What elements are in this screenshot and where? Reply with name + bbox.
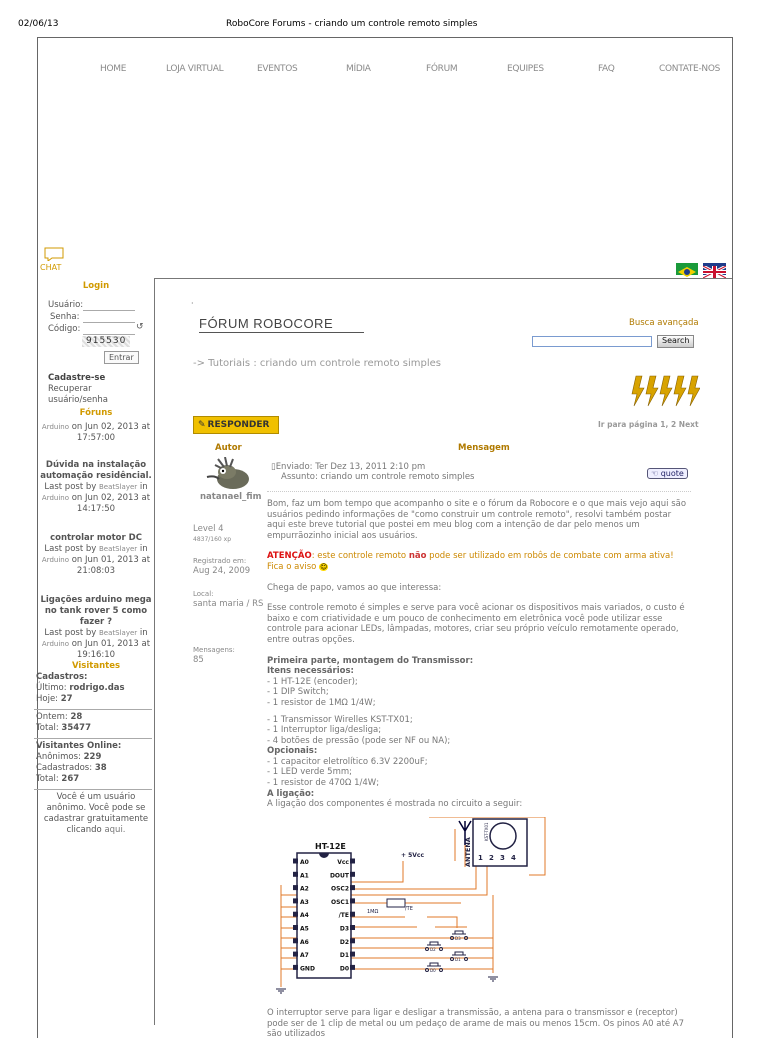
vcc-label: + 5Vcc [401,852,425,859]
hoje-value: 27 [60,694,73,704]
cadastre-link[interactable]: Cadastre-se [48,373,106,383]
chip-left-pin-label: A2 [300,885,309,893]
captcha-image: 915530 [82,336,130,347]
chip-right-pin-label: D2 [339,938,349,946]
forum-panel: · FÓRUM ROBOCORE Busca avançada Search -> Tutoriais : criando um controle remoto simples ✎ RESPONDER Ir para página 1, 2 Next Autor Mensagem natanael_fim Level 4 4837/160 xp Registrado em: Aug 24, 2009 Local: santa maria / RS Mensagens: 85 ▯Enviado: Ter Dez 13, 2011 2:10 pm Assunto: criando um controle remoto simples ☜ quote Bom, faz um bom tempo que acompanho o site e o fórum da Robocore e o que mais vejo aqui são usuários pedindo informações de "como construir um controle remoto", resolvi também postar aqui este breve tutorial que postei em meu blog com a intenção de dar pelo menos um empurrãozinho inicial aos usuários. ATENÇÃO: este controle remoto não pode ser utilizado em robôs de combate com arma ativa! Fica o aviso ☺ Chega de papo, vamos ao que interessa: Esse controle remoto é simples e serve para você acionar os dispositivos mais variados, o custo é baixo e com criatividade e um pouco de conhecimento em eletrônica você pode utilizar esse controle para acionar LEDs, lâmpadas, motores, criar seu próprio veículo remotamente operado, entre outras opções. Primeira parte, montagem do Transmissor: Itens necessários: - 1 HT-12E (encoder); - 1 DIP Switch; - 1 resistor de 1MΩ 1/4W; - 1 Transmissor Wirelles KST-TX01; - 1 Interruptor liga/desliga; - 4 botões de pressão (pode ser NF ou NA); Opcionais: - 1 capacitor eletrolítico 6.3V 2200uF; - 1 LED verde 5mm; - 1 resistor de 470Ω 1/4W; A ligação: A ligação dos componentes é mostrada no circuito a seguir: KST-TX01 ANTENA 1 2 3 4 + 5Vcc HT-12E A0 A1 A2 A3 A4 A5 A6 A7 GND Vcc DOUT OSC2 OSC1 /TE D3 D2 D1 D0 1MΩ /TE D3 D2 D1 D0 O interruptor serve para ligar e desligar a transmissão, a antena para o transmissor e (receptor) pode ser de 1 clip de metal ou um pedaço de arame de mais ou menos 15cm. Os pinos A0 até A7 são utilizados [154,278,732,1025]
chip-pin-a5 [293,925,298,930]
chip-pin-d3 [350,925,355,930]
antena-label: ANTENA [464,837,472,867]
search-button[interactable]: Search [657,335,694,348]
chip-right-pin-label: DOUT [329,872,349,880]
recent-post-0[interactable]: Arduino on Jun 02, 2013 at 17:57:00 [41,422,151,443]
chip-right-pin-label: OSC2 [331,885,349,893]
cad-value: 38 [94,763,107,773]
chip-left-pin-label: A7 [300,952,309,960]
author-level: Level 4 [193,524,224,534]
registrado-label: Registrado em: [193,557,247,565]
col-mensagem: Mensagem [458,443,510,453]
chip-left-pin-label: A1 [300,872,309,880]
avatar [205,457,255,495]
nav-faq[interactable]: FAQ [598,64,615,74]
te-label: /TE [405,906,413,912]
post-p3: Chega de papo, vamos ao que interessa: [267,582,442,593]
nav-home[interactable]: HOME [100,64,127,74]
nav-eventos[interactable]: EVENTOS [257,64,298,74]
aqui-link[interactable]: aqui. [104,825,126,835]
chip-pin-a1 [293,872,298,877]
chat-label: CHAT [40,263,62,272]
total-value: 35477 [61,723,91,733]
post-body [267,499,691,810]
chip-pin-gnd [293,965,298,970]
codigo-label: Código: [48,324,81,334]
sidebar: Login Usuário: Senha: Código: ↺ 915530 Entrar Cadastre-se Recuperar usuário/senha Fóruns Arduino on Jun 02, 2013 at 17:57:00 Dúvida na instalação automação residêncial. Last post by BeatSlayer in Arduino on Jun 02, 2013 at 14:17:50 controlar motor DC Last post by BeatSlayer in Arduino on Jun 01, 2013 at 21:08:03 Ligações arduino mega no tank rover 5 como fazer ? Last post by BeatSlayer in Arduino on Jun 01, 2013 at 19:16:10 Visitantes Cadastros: Último: rodrigo.das Hoje: 27 Ontem: 28 Total: 35477 Visitantes Online: Anônimos: 229 Cadastrados: 38 Total: 267 Você é um usuário anônimo. Você pode se cadastrar gratuitamente clicando aqui. [38,281,154,836]
refresh-icon[interactable]: ↺ [136,322,144,332]
nav-equipes[interactable]: EQUIPES [507,64,544,74]
post-bottom-text: O interruptor serve para ligar e desligar a transmissão, a antena para o transmissor e (receptor) pode ser de 1 clip de metal ou um pedaço de arame de mais ou menos 15cm. Os pinos A0 até A7 são utilizados [267,1008,684,1040]
ontem-value: 28 [70,712,83,722]
chip-pin-a4 [293,912,298,917]
reply-icon: ✎ [198,420,206,430]
forum-logo[interactable]: FÓRUM ROBOCORE [199,316,334,331]
ligacao-text: A ligação dos componentes é mostrada no circuito a seguir: [267,799,523,810]
chip-pin-osc1 [350,898,355,903]
total2-value: 267 [61,774,80,784]
page-nav[interactable]: Ir para página 1, 2 Next [598,420,699,429]
recent-post-2[interactable]: controlar motor DC Last post by BeatSlayer in Arduino on Jun 01, 2013 at 21:08:03 [41,533,151,576]
tx-pin-4: 4 [511,854,516,862]
mensagens-value: 85 [193,655,204,665]
chip-right-pin-label: Vcc [337,859,349,866]
chip-left-pin-label: A3 [300,898,309,906]
visitantes-title: Visitantes [71,661,121,671]
author-name[interactable]: natanael_fim [200,492,262,502]
circuit-diagram [267,817,557,1003]
smiley-icon: ☺ [320,562,328,571]
chip-right-pin-label: D0 [339,965,349,973]
chip-left-pin-label: GND [300,965,315,973]
push-button-d1-icon [451,952,468,962]
push-button-label: D3 [455,936,461,941]
local-value: santa maria / RS [193,599,264,609]
push-button-label: D1 [455,957,461,962]
flag-uk-icon[interactable] [703,263,726,275]
senha-label: Senha: [50,312,80,322]
tx-pin-1: 1 [478,854,483,862]
opcionais-list: - 1 capacitor eletrolítico 6.3V 2200uF; - 1 LED verde 5mm; - 1 resistor de 470Ω 1/4W; [267,756,428,789]
chip-pin-d2 [350,938,355,943]
post-p4: Esse controle remoto é simples e serve para você acionar os dispositivos mais variados, o custo é baixo e com criatividade e um pouco de conhecimento em eletrônica você pode utilizar esse controle para acionar LEDs, lâmpadas, motores, criar seu próprio veículo remotamente operado, entre outras opções. [267,603,685,645]
print-date: 02/06/13 [18,19,59,29]
h-itens: Itens necessários: [267,666,354,677]
tx-pin-2: 2 [489,854,494,862]
chip-right-pin-label: OSC1 [331,898,349,906]
push-button-d2-icon [426,942,443,952]
nav-loja[interactable]: LOJA VIRTUAL [166,64,224,74]
chip-label: HT-12E [315,842,346,851]
login-title: Login [82,281,110,291]
quote-icon: ☜ [651,469,659,478]
quote-button[interactable]: ☜ quote [647,468,688,479]
nav-forum[interactable]: FÓRUM [426,64,458,74]
chip-pin-d0 [350,965,355,970]
cadastros-label: Cadastros: [36,672,88,682]
post-assunto: Assunto: criando um controle remoto simples [281,472,475,482]
registrado-value: Aug 24, 2009 [193,566,251,576]
anon-message: Você é um usuário anônimo. Você pode se cadastrar gratuitamente clicando aqui. [43,792,149,835]
rank-badges-icon [630,375,700,411]
chip-left-pin-label: A5 [300,925,309,933]
mensagens-label: Mensagens: [193,646,235,654]
post-enviado: Enviado: Ter Dez 13, 2011 2:10 pm [275,462,426,472]
recent-post-3[interactable]: Ligações arduino mega no tank rover 5 como fazer ? Last post by BeatSlayer in Arduino on Jun 01, 2013 at 19:16:10 [40,595,152,660]
recent-post-1[interactable]: Dúvida na instalação automação residêncial. Last post by BeatSlayer in Arduino on Jun 02, 2013 at 14:17:50 [40,460,152,514]
chip-right-pin-label: D1 [339,952,349,960]
senha-input[interactable] [83,314,135,323]
chip-pin-a7 [293,952,298,957]
codigo-input[interactable] [83,326,135,335]
author-xp: 4837/160 xp [193,536,232,543]
post-p1: Bom, faz um bom tempo que acompanho o site e o fórum da Robocore e o que mais vejo aqui são usuários pedindo informações de "como construir um controle remoto", resolvi também postar aqui este breve tutorial que postei em meu blog com a intenção de dar pelo menos um empurrãozinho inicial aos usuários. [267,499,687,541]
chat-icon [40,247,68,261]
busca-avancada-link[interactable]: Busca avançada [629,318,699,328]
chip-pin-vcc [350,859,355,864]
h-ligacao: A ligação: [267,788,315,799]
print-title: RoboCore Forums - criando um controle remoto simples [226,19,478,29]
itens-list: - 1 HT-12E (encoder); - 1 DIP Switch; - 1 resistor de 1MΩ 1/4W; - 1 Transmissor Wirelles KST-TX01; - 1 Interruptor liga/desliga; - 4 botões de pressão (pode ser NF ou NA); [267,676,451,746]
chip-pin-d1 [350,952,355,957]
chip-pin-a2 [293,885,298,890]
nav-midia[interactable]: MÍDIA [346,64,371,74]
chip-right-pin-label: D3 [339,925,349,933]
h-parte: Primeira parte, montagem do Transmissor: [267,655,474,666]
usuario-input[interactable] [83,302,135,311]
tx-pin-3: 3 [500,854,505,862]
local-label: Local: [193,590,214,598]
responder-button[interactable]: ✎ RESPONDER [193,416,279,434]
chip-right-pin-label: /TE [338,912,349,920]
push-button-label: D2 [430,947,436,952]
chip-left-pin-label: A6 [300,938,309,946]
chip-left-pin-label: A4 [300,912,309,920]
foruns-title: Fóruns [79,408,113,418]
nav-contate[interactable]: CONTATE-NOS [659,64,721,74]
post-header [271,462,474,482]
breadcrumb[interactable]: -> Tutoriais : criando um controle remoto simples [193,358,441,369]
push-button-label: D0 [430,968,436,973]
search-input[interactable] [532,336,652,347]
chip-pin-osc2 [350,885,355,890]
h-opcionais: Opcionais: [267,746,318,757]
svg-text:KST-TX01: KST-TX01 [484,822,489,841]
anon-value: 229 [83,752,102,762]
recuperar-link[interactable]: Recuperar usuário/senha [48,384,108,405]
push-button-d0-icon [426,963,443,973]
flag-brazil-icon[interactable] [676,263,698,275]
chip-pin-te [350,912,355,917]
chip-pin-a0 [293,859,298,864]
push-button-d3-icon [451,931,468,941]
chip-left-pin-label: A0 [300,859,309,866]
online-title: Visitantes Online: [36,741,122,751]
ultimo-value: rodrigo.das [69,683,125,693]
res-label: 1MΩ [367,909,379,915]
post-atencao: ATENÇÃO: este controle remoto não pode ser utilizado em robôs de combate com arma ativa! Fica o aviso ☺ [267,551,674,572]
usuario-label: Usuário: [48,300,84,310]
entrar-button[interactable]: Entrar [104,351,139,364]
post-icon: ▯ [271,462,276,472]
chip-pin-dout [350,872,355,877]
chat-button[interactable] [40,246,68,272]
col-autor: Autor [215,443,242,453]
chip-pin-a6 [293,938,298,943]
chip-pin-a3 [293,898,298,903]
